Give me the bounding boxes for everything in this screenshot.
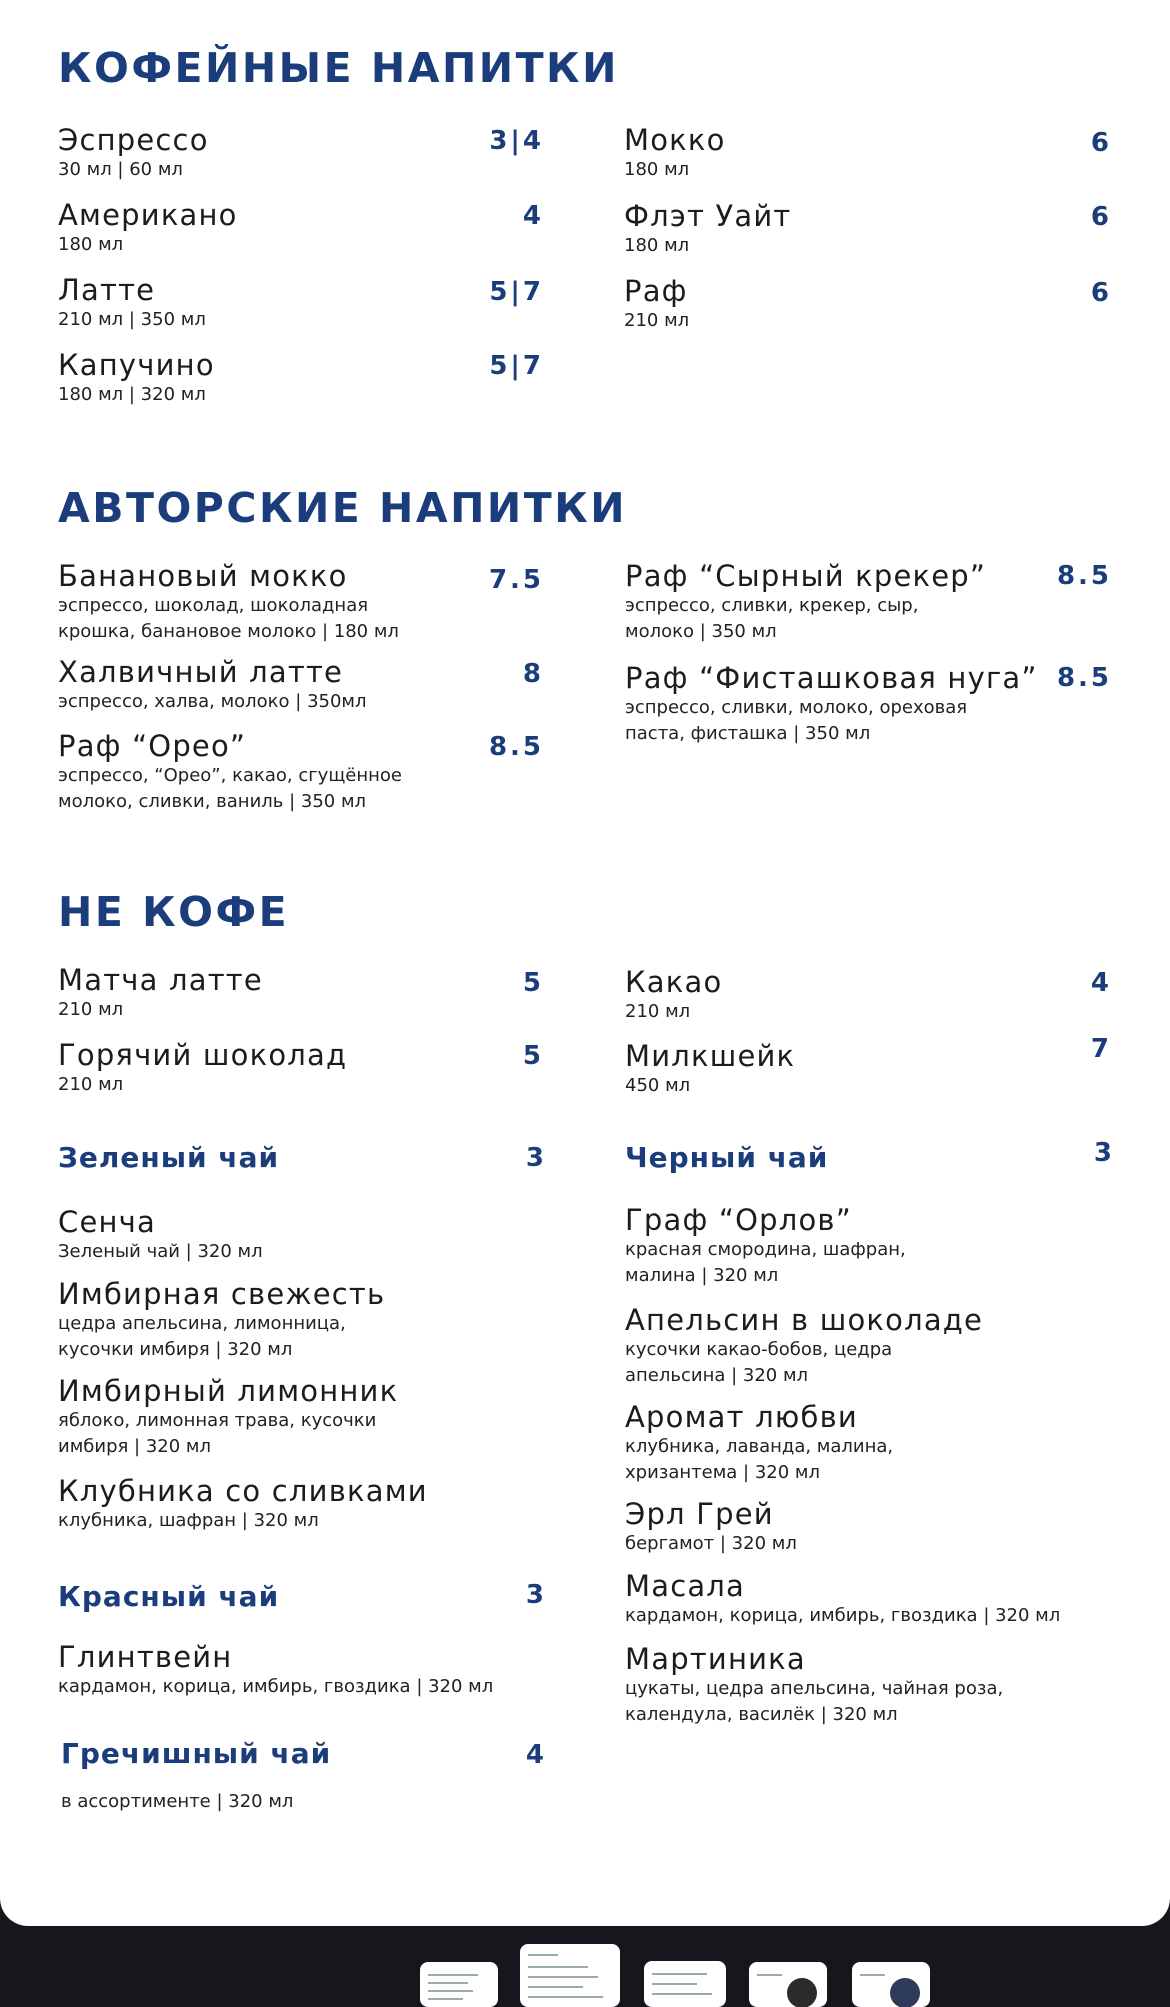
item-desc: 210 мл (58, 999, 124, 1020)
item-desc: 450 мл (625, 1075, 691, 1096)
signature-section-title: АВТОРСКИЕ НАПИТКИ (58, 484, 628, 532)
menu-item (625, 1040, 795, 1098)
item-desc: малина | 320 мл (625, 1265, 779, 1286)
item-desc: эспрессо, халва, молоко | 350мл (58, 691, 367, 712)
menu-item (58, 274, 206, 332)
menu-item (58, 1278, 385, 1362)
item-desc: цедра апельсина, лимонница, (58, 1313, 346, 1334)
item-name: Мокко (624, 123, 726, 157)
item-name: Халвичный латте (58, 655, 344, 689)
menu-item (624, 275, 689, 333)
menu-item (625, 1643, 1003, 1727)
item-desc: 210 мл | 350 мл (58, 309, 206, 330)
menu-item (58, 1641, 493, 1699)
item-desc: эспрессо, сливки, крекер, сыр, (625, 595, 919, 616)
page-thumbnail-5[interactable] (852, 1962, 930, 2007)
item-name: Раф “Орео” (58, 729, 247, 763)
item-name: Граф “Орлов” (625, 1203, 852, 1237)
menu-item (625, 1204, 906, 1288)
item-name: Латте (58, 273, 156, 307)
item-desc: 210 мл (625, 1001, 691, 1022)
item-desc: 30 мл | 60 мл (58, 159, 183, 180)
item-price: 5 (522, 1041, 544, 1071)
item-price: 4 (1090, 968, 1112, 998)
item-name: Милкшейк (625, 1039, 796, 1073)
item-desc: кардамон, корица, имбирь, гвоздика | 320 мл (58, 1676, 494, 1697)
item-name: Имбирная свежесть (58, 1277, 386, 1311)
item-name: Глинтвейн (58, 1640, 233, 1674)
item-price: 6 (1090, 128, 1112, 158)
item-name: Клубника со сливками (58, 1474, 428, 1508)
item-price: 5 (522, 968, 544, 998)
item-desc: хризантема | 320 мл (625, 1462, 820, 1483)
item-desc: красная смородина, шафран, (625, 1239, 906, 1260)
menu-item (58, 730, 402, 814)
item-desc: крошка, банановое молоко | 180 мл (58, 621, 399, 642)
not-coffee-section-title: НЕ КОФЕ (58, 888, 290, 936)
menu-item (625, 966, 722, 1024)
item-desc: молоко | 350 мл (625, 621, 777, 642)
item-desc: кардамон, корица, имбирь, гвоздика | 320 мл (625, 1605, 1061, 1626)
green-tea-title: Зеленый чай (58, 1141, 280, 1174)
item-desc: 210 мл (58, 1074, 124, 1095)
coffee-section-title: КОФЕЙНЫЕ НАПИТКИ (58, 44, 619, 92)
item-name: Раф “Фисташковая нуга” (625, 661, 1038, 695)
item-desc: 180 мл (58, 234, 124, 255)
item-name: Флэт Уайт (624, 199, 792, 233)
item-desc: апельсина | 320 мл (625, 1365, 809, 1386)
item-name: Банановый мокко (58, 559, 348, 593)
item-desc: клубника, шафран | 320 мл (58, 1510, 319, 1531)
menu-item (625, 1570, 1060, 1628)
item-price: 6 (1090, 278, 1112, 308)
item-desc: 180 мл (624, 159, 690, 180)
menu-item (625, 1498, 797, 1556)
item-price: 5|7 (489, 277, 544, 307)
menu-item (58, 1206, 263, 1264)
menu-item (58, 656, 367, 714)
item-name: Аромат любви (625, 1400, 858, 1434)
menu-item (58, 349, 215, 407)
menu-item (58, 964, 263, 1022)
item-price: 8 (522, 659, 544, 689)
item-name: Масала (625, 1569, 746, 1603)
item-desc: 210 мл (624, 310, 690, 331)
item-name: Матча латте (58, 963, 263, 997)
item-price: 8.5 (488, 732, 544, 762)
red-tea-title: Красный чай (58, 1580, 280, 1613)
page-thumbnail-dock (0, 1926, 1170, 2007)
menu-item (625, 560, 986, 644)
page-thumbnail-3[interactable] (644, 1961, 726, 2007)
menu-item (58, 124, 209, 182)
item-desc: эспрессо, шоколад, шоколадная (58, 595, 369, 616)
item-price: 4 (522, 201, 544, 231)
item-name: Сенча (58, 1205, 156, 1239)
item-name: Имбирный лимонник (58, 1374, 399, 1408)
item-price: 8.5 (1056, 561, 1112, 591)
item-desc: бергамот | 320 мл (625, 1533, 797, 1554)
item-name: Капучино (58, 348, 215, 382)
red-tea-price: 3 (525, 1580, 544, 1610)
page-thumbnail-4[interactable] (749, 1962, 827, 2007)
page-thumbnail-2-selected[interactable] (520, 1944, 620, 2007)
item-name: Раф “Сырный крекер” (625, 559, 987, 593)
item-desc: эспрессо, сливки, молоко, ореховая (625, 697, 968, 718)
menu-item (624, 124, 726, 182)
menu-item (625, 662, 1038, 746)
menu-item (58, 1375, 398, 1459)
item-name: Горячий шоколад (58, 1038, 348, 1072)
buckwheat-tea-price: 4 (525, 1740, 544, 1770)
item-price: 7 (1090, 1034, 1112, 1064)
item-desc: молоко, сливки, ваниль | 350 мл (58, 791, 367, 812)
black-tea-price: 3 (1093, 1138, 1112, 1168)
item-price: 3|4 (489, 126, 544, 156)
item-desc: 180 мл (624, 235, 690, 256)
item-desc: имбиря | 320 мл (58, 1436, 211, 1457)
menu-item (58, 199, 238, 257)
menu-item (58, 560, 399, 644)
item-name: Эрл Грей (625, 1497, 774, 1531)
item-name: Апельсин в шоколаде (625, 1303, 984, 1337)
item-desc: Зеленый чай | 320 мл (58, 1241, 263, 1262)
menu-item (624, 200, 792, 258)
item-desc: паста, фисташка | 350 мл (625, 723, 871, 744)
menu-item (625, 1304, 983, 1388)
buckwheat-tea-desc: в ассортименте | 320 мл (61, 1791, 294, 1812)
item-desc: цукаты, цедра апельсина, чайная роза, (625, 1678, 1004, 1699)
item-name: Раф (624, 274, 688, 308)
item-desc: яблоко, лимонная трава, кусочки (58, 1410, 377, 1431)
item-name: Мартиника (625, 1642, 806, 1676)
item-price: 5|7 (489, 351, 544, 381)
black-tea-title: Черный чай (625, 1141, 829, 1174)
item-desc: эспрессо, “Орео”, какао, сгущённое (58, 765, 402, 786)
buckwheat-tea-title: Гречишный чай (61, 1737, 332, 1770)
item-desc: кусочки какао-бобов, цедра (625, 1339, 893, 1360)
menu-item (58, 1039, 347, 1097)
item-desc: 180 мл | 320 мл (58, 384, 206, 405)
menu-item (58, 1475, 428, 1533)
page-thumbnail-1[interactable] (420, 1962, 498, 2007)
item-desc: календула, василёк | 320 мл (625, 1704, 898, 1725)
item-name: Эспрессо (58, 123, 209, 157)
item-price: 8.5 (1056, 663, 1112, 693)
menu-item (625, 1401, 893, 1485)
green-tea-price: 3 (525, 1143, 544, 1173)
item-price: 7.5 (488, 565, 544, 595)
item-desc: кусочки имбиря | 320 мл (58, 1339, 293, 1360)
item-price: 6 (1090, 202, 1112, 232)
item-name: Американо (58, 198, 238, 232)
item-name: Какао (625, 965, 723, 999)
item-desc: клубника, лаванда, малина, (625, 1436, 894, 1457)
